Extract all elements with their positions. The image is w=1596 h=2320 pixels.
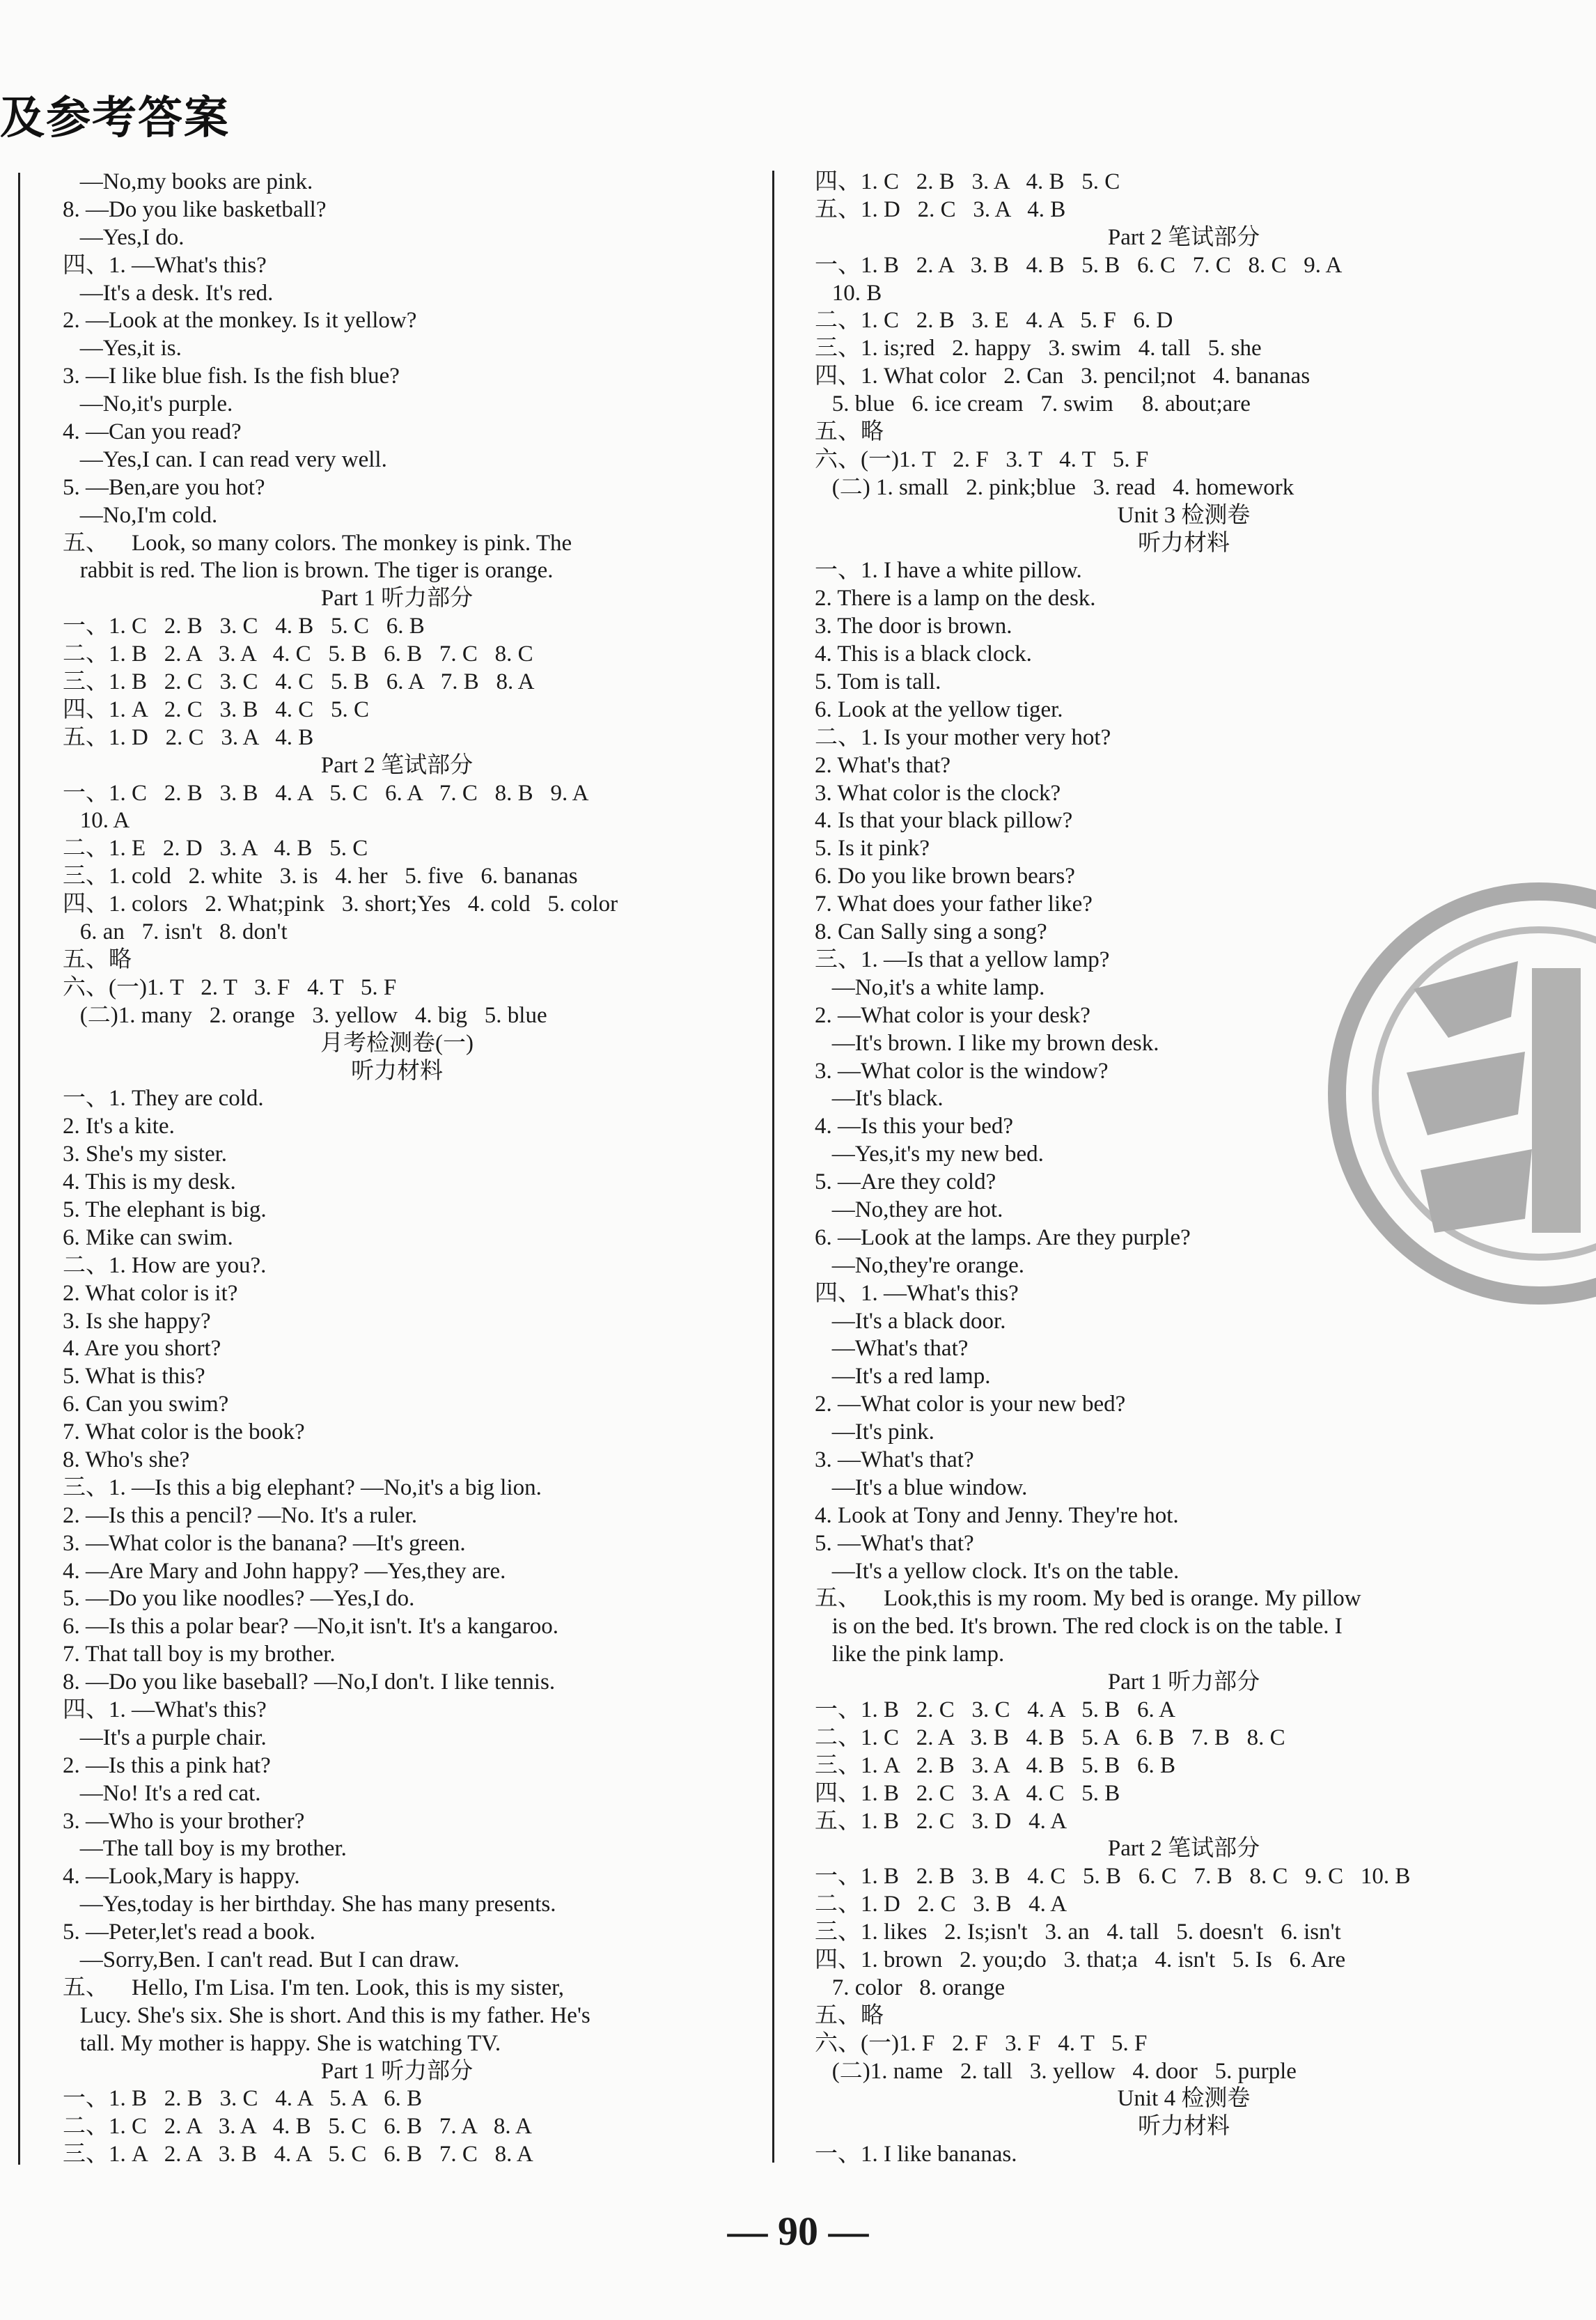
answer-line: —It's black. xyxy=(815,1086,944,1112)
answer-line: 二、1. C 2. A 3. B 4. B 5. A 6. B 7. B 8. C xyxy=(815,1725,1285,1750)
section-heading: Part 1 听力部分 xyxy=(320,2058,474,2084)
answer-line: 一、1. B 2. A 3. B 4. B 5. B 6. C 7. C 8. C 9. A xyxy=(815,252,1343,278)
answer-line: —What's that? xyxy=(815,1336,969,1362)
answer-line: —It's a red lamp. xyxy=(815,1364,991,1389)
answer-line: 6. Can you swim? xyxy=(63,1392,229,1417)
answer-line: 4. This is a black clock. xyxy=(815,641,1032,667)
answer-line: 3. The door is brown. xyxy=(815,614,1012,639)
section-heading: Part 1 听力部分 xyxy=(1107,1669,1260,1695)
section-heading: 听力材料 xyxy=(1138,530,1230,556)
answer-line: 2. There is a lamp on the desk. xyxy=(815,586,1096,612)
answer-line: 3. —What's that? xyxy=(815,1447,974,1472)
answer-line: 三、1. B 2. C 3. C 4. C 5. B 6. A 7. B 8. A xyxy=(63,669,535,695)
answer-line: 4. —Are Mary and John happy? —Yes,they are. xyxy=(63,1558,506,1584)
answer-line: —The tall boy is my brother. xyxy=(63,1836,347,1862)
answer-line: 三、1. —Is that a yellow lamp? xyxy=(815,947,1110,972)
answer-line: 三、1. A 2. B 3. A 4. B 5. B 6. B xyxy=(815,1752,1175,1778)
answer-line: —No! It's a red cat. xyxy=(63,1780,261,1806)
answer-line: 三、1. —Is this a big elephant? —No,it's a big lion. xyxy=(63,1474,542,1500)
answer-line: 2. What color is it? xyxy=(63,1280,238,1306)
answer-line: 2. —What color is your desk? xyxy=(815,1002,1090,1028)
answer-line: 二、1. Is your mother very hot? xyxy=(815,724,1111,750)
answer-line: 六、(一)1. T 2. F 3. T 4. T 5. F xyxy=(815,446,1149,472)
answer-line: 一、1. C 2. B 3. B 4. A 5. C 6. A 7. C 8. B 9. A xyxy=(63,780,589,806)
answer-line: 4. —Is this your bed? xyxy=(815,1114,1014,1139)
section-heading: 听力材料 xyxy=(1138,2114,1230,2140)
answer-line: —Yes,it's my new bed. xyxy=(815,1142,1044,1167)
answer-line: like the pink lamp. xyxy=(815,1642,1005,1667)
left-margin-rule xyxy=(18,173,20,2165)
answer-line: 五、 Look, so many colors. The monkey is pink. The xyxy=(63,530,572,556)
answer-line: 一、1. I like bananas. xyxy=(815,2142,1017,2167)
section-heading: Part 2 笔试部分 xyxy=(320,752,474,778)
answer-line: 六、(一)1. F 2. F 3. F 4. T 5. F xyxy=(815,2030,1148,2056)
answer-line: 6. Mike can swim. xyxy=(63,1224,233,1250)
answer-line: —No,it's purple. xyxy=(63,391,233,417)
section-heading: 听力材料 xyxy=(351,1058,443,1084)
answer-line: 4. Are you short? xyxy=(63,1336,221,1362)
answer-line: —It's a yellow clock. It's on the table. xyxy=(815,1558,1180,1584)
answer-line: 一、1. B 2. B 3. B 4. C 5. B 6. C 7. B 8. C 9. C 10. B xyxy=(815,1864,1411,1890)
answer-line: 三、1. is;red 2. happy 3. swim 4. tall 5. she xyxy=(815,336,1262,361)
answer-line: 二、1. B 2. A 3. A 4. C 5. B 6. B 7. C 8. C xyxy=(63,641,533,667)
answer-line: is on the bed. It's brown. The red clock is on the table. I xyxy=(815,1614,1343,1640)
answer-line: 五、略 xyxy=(815,2002,884,2028)
answer-line: 4. This is my desk. xyxy=(63,1169,236,1195)
answer-line: —It's brown. I like my brown desk. xyxy=(815,1030,1159,1056)
answer-line: tall. My mother is happy. She is watching TV. xyxy=(63,2030,501,2056)
answer-line: 3. What color is the clock? xyxy=(815,780,1061,806)
answer-line: 二、1. How are you?. xyxy=(63,1252,267,1278)
answer-line: 一、1. I have a white pillow. xyxy=(815,558,1082,584)
answer-line: 2. What's that? xyxy=(815,752,951,778)
left-column xyxy=(63,169,731,2169)
page-number: — 90 — xyxy=(727,2209,869,2254)
answer-line: 六、(一)1. T 2. T 3. F 4. T 5. F xyxy=(63,974,397,1000)
answer-line: 三、1. A 2. A 3. B 4. A 5. C 6. B 7. C 8. A xyxy=(63,2142,533,2167)
answer-line: 4. —Can you read? xyxy=(63,419,242,445)
section-heading: Unit 3 检测卷 xyxy=(1117,502,1251,528)
answer-line: 5. —Peter,let's read a book. xyxy=(63,1920,315,1945)
answer-line: 2. —Is this a pink hat? xyxy=(63,1752,271,1778)
answer-line: 四、1. brown 2. you;do 3. that;a 4. isn't 5. Is 6. Are xyxy=(815,1947,1346,1972)
answer-line: (二) 1. small 2. pink;blue 3. read 4. homework xyxy=(815,474,1294,500)
answer-line: —It's a blue window. xyxy=(815,1474,1028,1500)
section-heading: Part 2 笔试部分 xyxy=(1107,1836,1260,1862)
section-heading: Part 1 听力部分 xyxy=(320,586,474,612)
answer-line: 2. —Is this a pencil? —No. It's a ruler. xyxy=(63,1502,418,1528)
answer-line: —It's a desk. It's red. xyxy=(63,280,274,306)
right-column xyxy=(815,169,1553,2169)
answer-line: 3. —What color is the window? xyxy=(815,1058,1109,1084)
answer-line: 3. —I like blue fish. Is the fish blue? xyxy=(63,364,400,389)
answer-line: Lucy. She's six. She is short. And this is my father. He's xyxy=(63,2002,590,2028)
answer-line: 8. —Do you like basketball? xyxy=(63,196,327,222)
answer-line: —It's a black door. xyxy=(815,1308,1006,1334)
answer-line: 6. —Is this a polar bear? —No,it isn't. It's a kangaroo. xyxy=(63,1614,559,1640)
answer-line: —Yes,it is. xyxy=(63,336,182,361)
answer-line: 一、1. They are cold. xyxy=(63,1086,264,1112)
answer-line: —Sorry,Ben. I can't read. But I can draw. xyxy=(63,1947,460,1972)
answer-line: 10. B xyxy=(815,280,882,306)
answer-line: —No,my books are pink. xyxy=(63,169,313,194)
answer-line: 二、1. D 2. C 3. B 4. A xyxy=(815,1892,1067,1917)
answer-line: 2. —What color is your new bed? xyxy=(815,1392,1126,1417)
answer-line: 一、1. B 2. C 3. C 4. A 5. B 6. A xyxy=(815,1697,1175,1722)
answer-line: 5. —Do you like noodles? —Yes,I do. xyxy=(63,1586,415,1612)
answer-line: 6. Do you like brown bears? xyxy=(815,864,1075,889)
column-divider xyxy=(772,171,774,2163)
answer-line: (二)1. name 2. tall 3. yellow 4. door 5. purple xyxy=(815,2058,1297,2084)
answer-line: 四、1. colors 2. What;pink 3. short;Yes 4. cold 5. color xyxy=(63,892,618,917)
answer-line: rabbit is red. The lion is brown. The tiger is orange. xyxy=(63,558,554,584)
answer-line: 3. Is she happy? xyxy=(63,1308,211,1334)
answer-line: 一、1. C 2. B 3. C 4. B 5. C 6. B xyxy=(63,614,425,639)
answer-line: —It's a purple chair. xyxy=(63,1725,267,1750)
answer-line: (二)1. many 2. orange 3. yellow 4. big 5. blue xyxy=(63,1002,547,1028)
answer-line: 8. Can Sally sing a song? xyxy=(815,919,1047,945)
answer-line: 五、 Hello, I'm Lisa. I'm ten. Look, this is my sister, xyxy=(63,1975,565,2000)
answer-line: 四、1. —What's this? xyxy=(815,1280,1019,1306)
answer-line: 五、 Look,this is my room. My bed is orange. My pillow xyxy=(815,1586,1361,1612)
section-heading: Unit 4 检测卷 xyxy=(1117,2086,1251,2112)
answer-line: 四、1. A 2. C 3. B 4. C 5. C xyxy=(63,696,370,722)
answer-line: 3. —Who is your brother? xyxy=(63,1808,305,1834)
answer-line: 四、1. —What's this? xyxy=(63,252,267,278)
answer-line: 四、1. B 2. C 3. A 4. C 5. B xyxy=(815,1780,1120,1806)
answer-line: 7. What color is the book? xyxy=(63,1419,305,1445)
answer-line: 5. Tom is tall. xyxy=(815,669,941,695)
answer-line: 8. Who's she? xyxy=(63,1447,190,1472)
answer-line: 4. Look at Tony and Jenny. They're hot. xyxy=(815,1502,1179,1528)
answer-line: 7. That tall boy is my brother. xyxy=(63,1642,336,1667)
answer-line: —No,they're orange. xyxy=(815,1252,1025,1278)
answer-line: 五、1. D 2. C 3. A 4. B xyxy=(815,196,1066,222)
answer-line: 2. It's a kite. xyxy=(63,1114,175,1139)
answer-line: 三、1. likes 2. Is;isn't 3. an 4. tall 5. doesn't 6. isn't xyxy=(815,1920,1341,1945)
answer-line: 5. The elephant is big. xyxy=(63,1197,267,1222)
answer-line: 5. —Ben,are you hot? xyxy=(63,474,265,500)
answer-line: 6. Look at the yellow tiger. xyxy=(815,696,1063,722)
answer-line: 四、1. —What's this? xyxy=(63,1697,267,1722)
answer-line: 5. —What's that? xyxy=(815,1530,974,1556)
answer-line: 二、1. C 2. A 3. A 4. B 5. C 6. B 7. A 8. A xyxy=(63,2114,532,2140)
answer-line: 五、1. B 2. C 3. D 4. A xyxy=(815,1808,1067,1834)
answer-line: 3. She's my sister. xyxy=(63,1142,228,1167)
answer-line: 五、1. D 2. C 3. A 4. B xyxy=(63,724,314,750)
answer-line: 7. What does your father like? xyxy=(815,892,1093,917)
answer-line: 2. —Look at the monkey. Is it yellow? xyxy=(63,308,417,334)
answer-line: 4. Is that your black pillow? xyxy=(815,808,1073,834)
answer-line: 5. What is this? xyxy=(63,1364,205,1389)
answer-line: 三、1. cold 2. white 3. is 4. her 5. five 6. bananas xyxy=(63,864,578,889)
section-heading: 月考检测卷(一) xyxy=(320,1030,474,1056)
answer-line: 6. —Look at the lamps. Are they purple? xyxy=(815,1224,1191,1250)
answer-line: 7. color 8. orange xyxy=(815,1975,1006,2000)
page-header-title: 及参考答案 xyxy=(0,93,230,144)
answer-line: 6. an 7. isn't 8. don't xyxy=(63,919,288,945)
answer-line: 5. —Are they cold? xyxy=(815,1169,996,1195)
answer-line: —No,they are hot. xyxy=(815,1197,1003,1222)
answer-line: —No,I'm cold. xyxy=(63,502,218,528)
answer-line: 5. Is it pink? xyxy=(815,836,930,862)
answer-line: 二、1. E 2. D 3. A 4. B 5. C xyxy=(63,836,368,862)
answer-line: 四、1. What color 2. Can 3. pencil;not 4. bananas xyxy=(815,364,1311,389)
answer-line: —Yes,I can. I can read very well. xyxy=(63,446,387,472)
answer-line: 5. blue 6. ice cream 7. swim 8. about;are xyxy=(815,391,1251,417)
answer-line: 8. —Do you like baseball? —No,I don't. I like tennis. xyxy=(63,1669,556,1695)
answer-line: 五、略 xyxy=(815,419,884,445)
answer-line: —Yes,I do. xyxy=(63,224,185,250)
answer-line: —Yes,today is her birthday. She has many presents. xyxy=(63,1892,556,1917)
answer-line: 4. —Look,Mary is happy. xyxy=(63,1864,300,1890)
answer-line: 二、1. C 2. B 3. E 4. A 5. F 6. D xyxy=(815,308,1173,334)
answer-line: 3. —What color is the banana? —It's green. xyxy=(63,1530,466,1556)
answer-line: 一、1. B 2. B 3. C 4. A 5. A 6. B xyxy=(63,2086,423,2112)
answer-line: 五、略 xyxy=(63,947,132,972)
answer-line: —It's pink. xyxy=(815,1419,934,1445)
answer-line: 四、1. C 2. B 3. A 4. B 5. C xyxy=(815,169,1120,194)
section-heading: Part 2 笔试部分 xyxy=(1107,224,1260,250)
answer-line: —No,it's a white lamp. xyxy=(815,974,1045,1000)
answer-line: 10. A xyxy=(63,808,130,834)
